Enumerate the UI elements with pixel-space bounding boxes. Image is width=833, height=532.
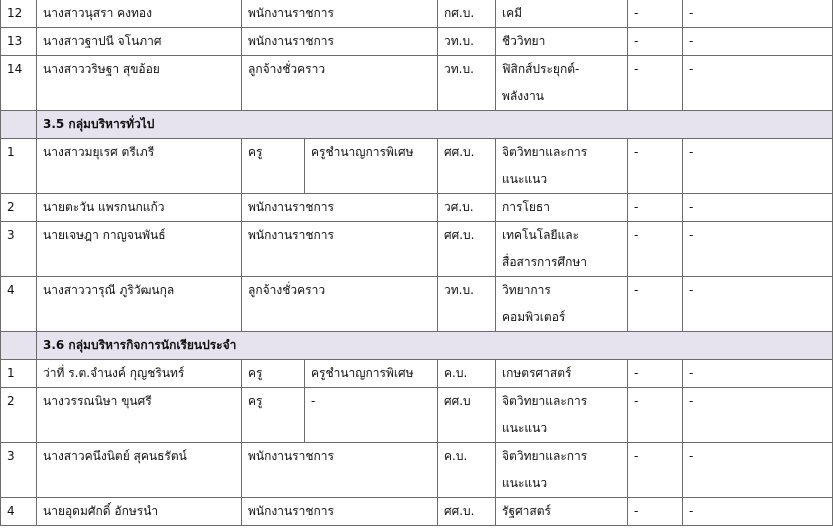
extra-col-7: -	[628, 56, 683, 111]
extra-col-8: -	[683, 194, 833, 222]
major-line: คอมพิวเตอร์	[502, 310, 566, 324]
row-number: 4	[1, 277, 37, 332]
major-line: เกษตรศาสตร์	[502, 366, 572, 380]
person-name: นายเจษฎา กาญจนพันธ์	[37, 222, 242, 277]
row-number: 1	[1, 139, 37, 194]
extra-col-8: -	[683, 388, 833, 443]
major-line: แนะแนว	[502, 172, 548, 186]
degree: ศศ.บ	[438, 388, 496, 443]
extra-col-8: -	[683, 222, 833, 277]
major	[496, 56, 628, 111]
table-row	[1, 443, 833, 498]
table-row	[1, 139, 833, 194]
major-line: สื่อสารการศึกษา	[502, 255, 588, 269]
job-position: ลูกจ้างชั่วคราว	[242, 56, 438, 111]
degree: ค.บ.	[438, 443, 496, 498]
extra-col-7: -	[628, 277, 683, 332]
row-number: 14	[1, 56, 37, 111]
major	[496, 360, 628, 388]
person-name: นายตะวัน แพรกนกแก้ว	[37, 194, 242, 222]
extra-col-7: -	[628, 360, 683, 388]
row-number: 2	[1, 194, 37, 222]
table-row	[1, 498, 833, 526]
major	[496, 0, 628, 28]
extra-col-8: -	[683, 443, 833, 498]
job-position: ครู	[242, 360, 305, 388]
major	[496, 388, 628, 443]
job-position: ลูกจ้างชั่วคราว	[242, 277, 438, 332]
extra-col-8: -	[683, 277, 833, 332]
academic-rank: ครูชำนาญการพิเศษ	[305, 360, 438, 388]
degree: วท.บ.	[438, 277, 496, 332]
extra-col-8: -	[683, 360, 833, 388]
major-line: เคมี	[502, 6, 523, 20]
academic-rank: -	[305, 388, 438, 443]
table-row	[1, 28, 833, 56]
person-name: นางสาววริษฐา สุขอ้อย	[37, 56, 242, 111]
table-row	[1, 388, 833, 443]
major-line: ฟิสิกส์ประยุกต์-	[502, 62, 580, 76]
extra-col-8: -	[683, 56, 833, 111]
degree: ศศ.บ.	[438, 498, 496, 526]
extra-col-8: -	[683, 498, 833, 526]
job-position: พนักงานราชการ	[242, 194, 438, 222]
person-name: นางสาวฐาปนี จโนภาศ	[37, 28, 242, 56]
row-number: 4	[1, 498, 37, 526]
degree: วศ.บ.	[438, 194, 496, 222]
major	[496, 194, 628, 222]
job-position: พนักงานราชการ	[242, 28, 438, 56]
major	[496, 28, 628, 56]
table-row	[1, 277, 833, 332]
section-title: 3.5 กลุ่มบริหารทั่วไป	[37, 111, 833, 139]
section-title: 3.6 กลุ่มบริหารกิจการนักเรียนประจำ	[37, 332, 833, 360]
major-line: การโยธา	[502, 200, 550, 214]
major-line: จิตวิทยาและการ	[502, 394, 588, 408]
section-spacer-cell	[1, 111, 37, 139]
extra-col-7: -	[628, 139, 683, 194]
person-name: นางสาวคนึงนิตย์ สุคนธรัตน์	[37, 443, 242, 498]
major-line: จิตวิทยาและการ	[502, 145, 588, 159]
table-row	[1, 360, 833, 388]
major	[496, 443, 628, 498]
major-line: พลังงาน	[502, 89, 544, 103]
degree: ศศ.บ.	[438, 139, 496, 194]
person-name: นายอุดมศักดิ์ อักษรนำ	[37, 498, 242, 526]
degree: ศศ.บ.	[438, 222, 496, 277]
major	[496, 277, 628, 332]
section-spacer-cell	[1, 332, 37, 360]
row-number: 12	[1, 0, 37, 28]
job-position: พนักงานราชการ	[242, 222, 438, 277]
person-name: ว่าที่ ร.ต.จำนงค์ กุญชรินทร์	[37, 360, 242, 388]
degree: วท.บ.	[438, 28, 496, 56]
extra-col-7: -	[628, 28, 683, 56]
major-line: ชีววิทยา	[502, 34, 546, 48]
job-position: พนักงานราชการ	[242, 498, 438, 526]
person-name: นางสาวมยุเรศ ตรีเภรี	[37, 139, 242, 194]
row-number: 3	[1, 443, 37, 498]
table-row	[1, 194, 833, 222]
job-position: พนักงานราชการ	[242, 443, 438, 498]
table-row	[1, 222, 833, 277]
extra-col-7: -	[628, 0, 683, 28]
major	[496, 498, 628, 526]
major-line: จิตวิทยาและการ	[502, 449, 588, 463]
job-position: ครู	[242, 139, 305, 194]
person-name: นางวรรณนิษา ขุนศรี	[37, 388, 242, 443]
major-line: เทคโนโลยีและ	[502, 228, 580, 242]
extra-col-7: -	[628, 498, 683, 526]
degree: กศ.บ.	[438, 0, 496, 28]
degree: วท.บ.	[438, 56, 496, 111]
academic-rank: ครูชำนาญการพิเศษ	[305, 139, 438, 194]
staff-table-body	[1, 0, 833, 526]
job-position: พนักงานราชการ	[242, 0, 438, 28]
job-position: ครู	[242, 388, 305, 443]
extra-col-7: -	[628, 443, 683, 498]
row-number: 3	[1, 222, 37, 277]
extra-col-7: -	[628, 222, 683, 277]
major-line: วิทยาการ	[502, 283, 551, 297]
person-name: นางสาววารุณี ภูริวัฒนกุล	[37, 277, 242, 332]
extra-col-7: -	[628, 194, 683, 222]
section-header-row	[1, 332, 833, 360]
extra-col-7: -	[628, 388, 683, 443]
major	[496, 139, 628, 194]
major	[496, 222, 628, 277]
table-row	[1, 56, 833, 111]
table-row	[1, 0, 833, 28]
extra-col-8: -	[683, 139, 833, 194]
major-line: รัฐศาสตร์	[502, 504, 551, 518]
extra-col-8: -	[683, 0, 833, 28]
row-number: 1	[1, 360, 37, 388]
extra-col-8: -	[683, 28, 833, 56]
degree: ค.บ.	[438, 360, 496, 388]
person-name: นางสาวนุสรา คงทอง	[37, 0, 242, 28]
major-line: แนะแนว	[502, 476, 548, 490]
row-number: 13	[1, 28, 37, 56]
major-line: แนะแนว	[502, 421, 548, 435]
section-header-row	[1, 111, 833, 139]
row-number: 2	[1, 388, 37, 443]
